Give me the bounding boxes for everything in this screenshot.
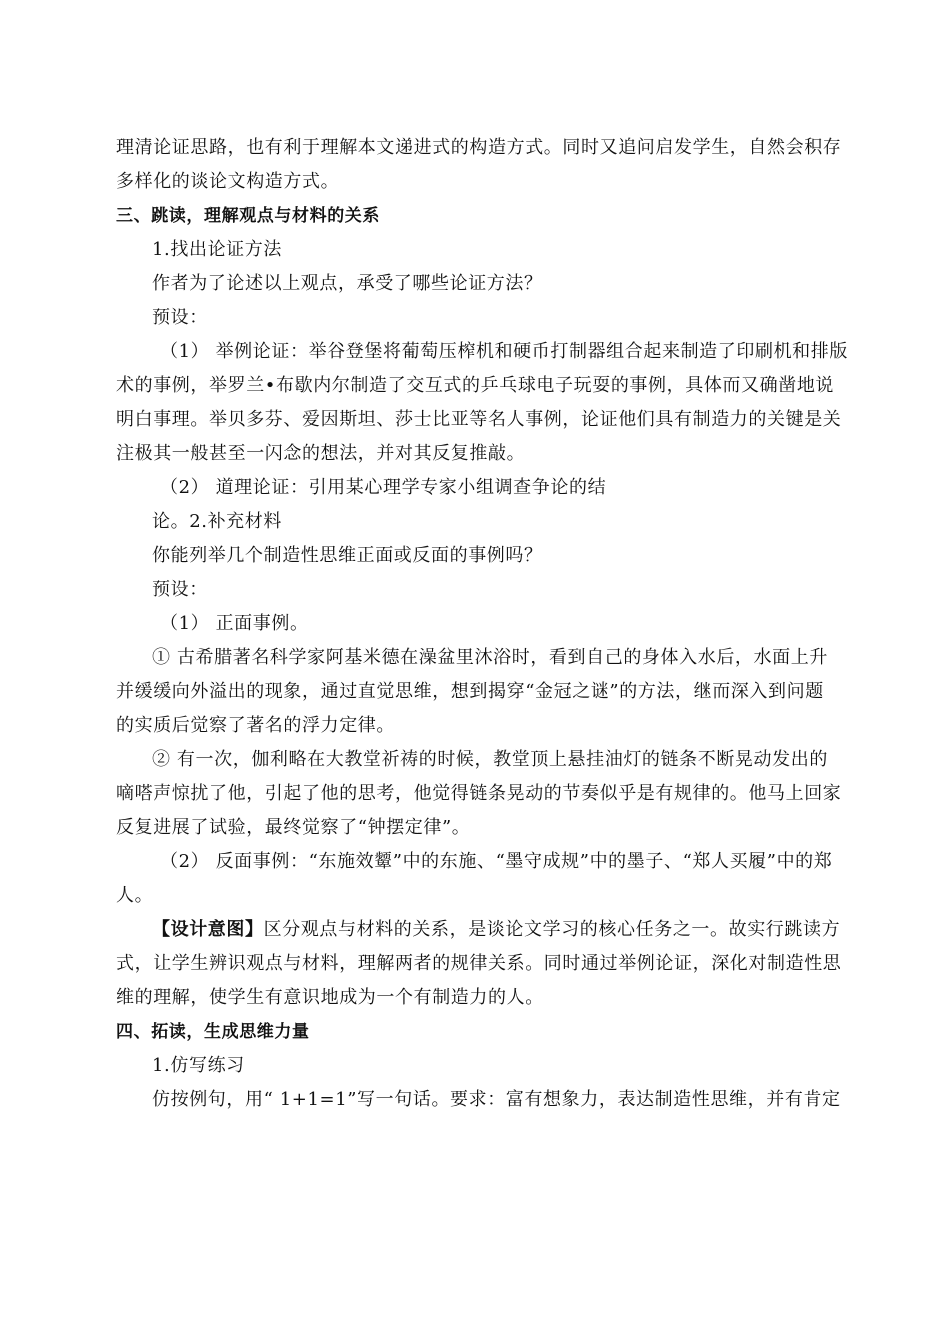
preset-label: 预设： [152, 307, 208, 328]
paragraph-line: 人。 [116, 885, 154, 906]
paragraph-line: 并缓缓向外溢出的现象，通过直觉思维，想到揭穿“金冠之谜”的方法，继而深入到问题 [116, 681, 824, 702]
paragraph-line: （1） 正面事例。 [160, 613, 309, 634]
question-line: 作者为了论述以上观点，承受了哪些论证方法？ [152, 273, 543, 294]
subheading-imitation: 1.仿写练习 [152, 1055, 245, 1076]
subheading-find-methods: 1.找出论证方法 [152, 239, 282, 260]
section-heading-4: 四、拓读，生成思维力量 [116, 1022, 310, 1042]
paragraph-line: 多样化的谈论文构造方式。 [116, 171, 340, 192]
paragraph-line: 嘀嗒声惊扰了他，引起了他的思考，他觉得链条晃动的节奏似乎是有规律的。他马上回家 [116, 783, 842, 804]
paragraph-line: 式，让学生辨识观点与材料，理解两者的规律关系。同时通过举例论证，深化对制造性思 [116, 953, 842, 974]
design-intent-label: 【设计意图】 [152, 919, 264, 940]
paragraph-line: （2） 反面事例：“东施效颦”中的东施、“墨守成规”中的墨子、“郑人买履”中的郑 [160, 851, 833, 872]
paragraph-line: 理清论证思路，也有利于理解本文递进式的构造方式。同时又追问启发学生，自然会积存 [116, 137, 842, 158]
paragraph-line: 术的事例，举罗兰•布歇内尔制造了交互式的乒乓球电子玩耍的事例，具体而又确凿地说 [116, 375, 835, 396]
paragraph-line: （1） 举例论证：举谷登堡将葡萄压榨机和硬币打制器组合起来制造了印刷机和排版 [160, 341, 848, 362]
question-line: 你能列举几个制造性思维正面或反面的事例吗？ [152, 545, 543, 566]
paragraph-line: 反复进展了试验，最终觉察了“钟摆定律”。 [116, 817, 471, 838]
paragraph-line: 注极其一般甚至一闪念的想法，并对其反复推敲。 [116, 443, 526, 464]
paragraph-line: ① 古希腊著名科学家阿基米德在澡盆里沐浴时，看到自己的身体入水后，水面上升 [152, 647, 828, 668]
paragraph-line: 论。2.补充材料 [152, 511, 282, 532]
paragraph-line: 明白事理。举贝多芬、爱因斯坦、莎士比亚等名人事例，论证他们具有制造力的关键是关 [116, 409, 842, 430]
paragraph-line: 的实质后觉察了著名的浮力定律。 [116, 715, 395, 736]
section-heading-3: 三、跳读，理解观点与材料的关系 [116, 206, 380, 226]
paragraph-line: ② 有一次，伽利略在大教堂祈祷的时候，教堂顶上悬挂油灯的链条不断晃动发出的 [152, 749, 828, 770]
paragraph-line: （2） 道理论证：引用某心理学专家小组调查争论的结 [160, 477, 607, 498]
design-intent-text: 区分观点与材料的关系，是谈论文学习的核心任务之一。故实行跳读方 [263, 919, 841, 940]
preset-label: 预设： [152, 579, 208, 600]
paragraph-line: 维的理解，使学生有意识地成为一个有制造力的人。 [116, 987, 544, 1008]
paragraph-line: 仿按例句，用“ 1+1=1”写一句话。要求：富有想象力，表达制造性思维，并有肯定 [152, 1089, 841, 1110]
design-intent-line [152, 918, 840, 942]
